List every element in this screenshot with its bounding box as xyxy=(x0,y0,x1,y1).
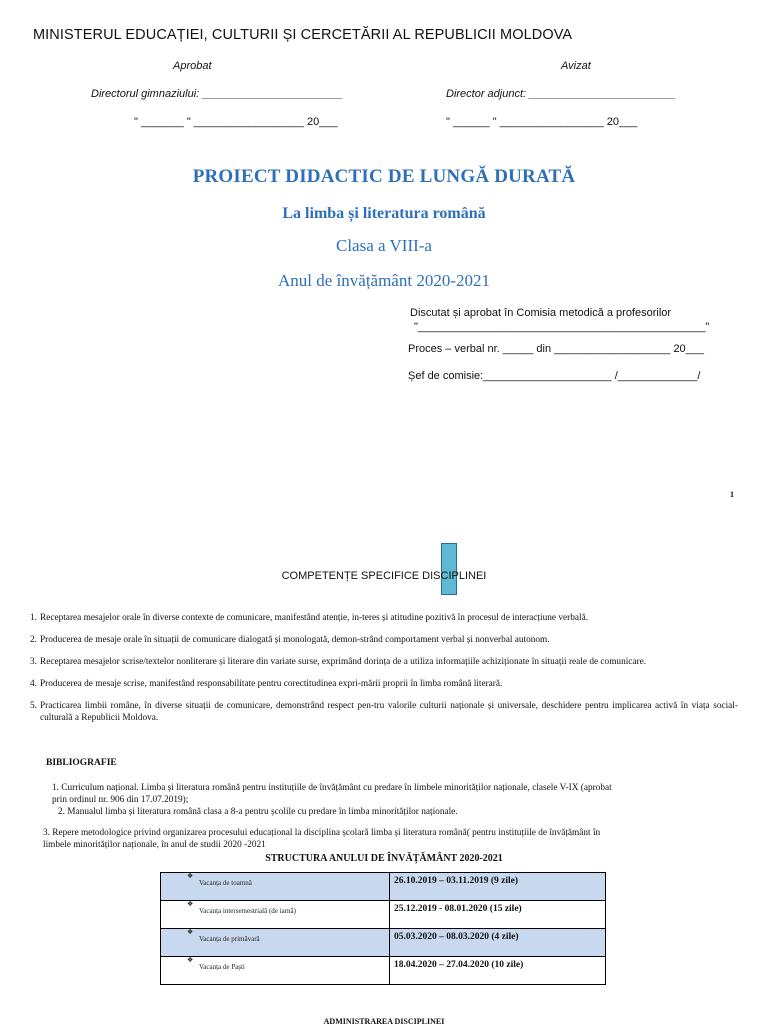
ministry-heading: MINISTERUL EDUCAȚIEI, CULTURII ȘI CERCETĂRII AL REPUBLICII MOLDOVA xyxy=(33,27,573,43)
table-row xyxy=(161,873,606,901)
document-title: PROIECT DIDACTIC DE LUNGĂ DURATĂ xyxy=(192,166,576,187)
bibliography-item-1-line-2: prin ordinul nr. 906 din 17.07.2019); xyxy=(52,795,189,805)
administration-heading: ADMINISTRAREA DISCIPLINEI xyxy=(323,1017,445,1026)
item-number: 4. xyxy=(30,679,37,689)
deputy-director-signature-line: Director adjunct: ________________________ xyxy=(446,88,676,100)
commission-line-2: "_______________________________________________" xyxy=(414,321,710,333)
competences-list xyxy=(30,612,738,734)
page-number: 1 xyxy=(730,490,734,499)
item-text: Practicarea limbii române, în diverse situații de comunicare, demonstrând respect pen-tru valorile culturii naționale și universale, deschidere pentru implicarea activă în viața social-culturală a Republicii Moldova. xyxy=(40,701,738,723)
table-row xyxy=(161,957,606,985)
table-row xyxy=(161,929,606,957)
item-number: 1. xyxy=(30,613,37,623)
item-text: Producerea de mesaje scrise, manifestând responsabilitate pentru corectitudinea expri-mării proprii în limba română literară. xyxy=(40,679,503,689)
director-signature-line: Directorul gimnaziului: _______________________ xyxy=(91,88,343,100)
vacation-name: Vacanța intersemestrială (de iarnă) xyxy=(199,907,296,915)
vacation-dates: 25.12.2019 - 08.01.2020 (15 zile) xyxy=(390,901,606,929)
vacations-table xyxy=(160,872,606,985)
bibliography-item-2: 2. Manualul limba și literatura română clasa a 8-a pentru școlile cu predare în limba minorităților naționale. xyxy=(58,807,458,817)
vacation-name: Vacanța de toamnă xyxy=(199,879,252,887)
list-item xyxy=(30,678,738,690)
bibliography-item-3 xyxy=(43,827,743,851)
item-number: 2. xyxy=(30,635,37,645)
class-title: Clasa a VIII-a xyxy=(336,236,432,255)
item-text: Receptarea mesajelor orale în diverse contexte de comunicare, manifestând atenție, in-teres și atitudine pozitivă în procesul de interacțiune verbală. xyxy=(40,613,589,623)
bibliography-item-1 xyxy=(52,782,742,806)
text-cursor-marker xyxy=(441,543,457,595)
deputy-date-line: " ______ " _________________ 20___ xyxy=(446,116,638,128)
table-row xyxy=(161,901,606,929)
diamond-bullet-icon: ❖ xyxy=(187,900,194,908)
diamond-bullet-icon: ❖ xyxy=(187,872,194,880)
commission-head-line: Șef de comisie:_____________________ /_____________/ xyxy=(408,370,701,382)
vacation-dates: 05.03.2020 – 08.03.2020 (4 zile) xyxy=(390,929,606,957)
bibliography-heading: BIBLIOGRAFIE xyxy=(46,758,117,768)
vacation-dates: 18.04.2020 – 27.04.2020 (10 zile) xyxy=(390,957,606,985)
diamond-bullet-icon: ❖ xyxy=(187,928,194,936)
commission-line-1: Discutat și aprobat în Comisia metodică a profesorilor xyxy=(410,307,672,319)
subject-title: La limba și literatura română xyxy=(282,205,486,222)
minutes-line: Proces – verbal nr. _____ din ___________________ 20___ xyxy=(408,343,705,355)
competences-title: COMPETENȚE SPECIFICE DISCIPLINEI xyxy=(281,570,487,582)
item-text: Producerea de mesaje orale în situații de comunicare dialogată și monologată, demon-strând comportament verbal și nonverbal autonom. xyxy=(40,635,550,645)
list-item xyxy=(30,634,738,646)
bibliography-item-3-line-2: limbele minorităților naționale, în anul de studii 2020 -2021 xyxy=(43,840,266,850)
vacation-dates: 26.10.2019 – 03.11.2019 (9 zile) xyxy=(390,873,606,901)
approved-label: Aprobat xyxy=(173,60,212,72)
director-date-line: " _______ " __________________ 20___ xyxy=(134,116,338,128)
list-item xyxy=(30,700,738,724)
endorsed-label: Avizat xyxy=(561,60,591,72)
vacation-name: Vacanța de Paști xyxy=(199,963,245,971)
bibliography-item-3-line-1: 3. Repere metodologice privind organizarea procesului educațional la disciplina școlară limba și literatura română( pentru instituțiile de învățământ în xyxy=(43,828,601,838)
diamond-bullet-icon: ❖ xyxy=(187,956,194,964)
list-item xyxy=(30,656,738,668)
vacation-name: Vacanța de primăvară xyxy=(199,935,260,943)
structure-title: STRUCTURA ANULUI DE ÎNVĂȚĂMÂNT 2020-2021 xyxy=(265,853,503,864)
list-item xyxy=(30,612,738,624)
item-number: 3. xyxy=(30,657,37,667)
bibliography-item-1-line-1: 1. Curriculum național. Limba și literatura română pentru instituțiile de învățământ cu predare în limbele minorităților naționale, clasele V-IX (aprobat xyxy=(52,783,612,793)
item-text: Receptarea mesajelor scrise/textelor nonliterare și literare din variate surse, exprimând dorința de a utiliza informațiile achiziționate în situații reale de comunicare. xyxy=(40,657,647,667)
school-year-title: Anul de învățământ 2020-2021 xyxy=(278,271,490,290)
item-number: 5. xyxy=(30,701,37,711)
